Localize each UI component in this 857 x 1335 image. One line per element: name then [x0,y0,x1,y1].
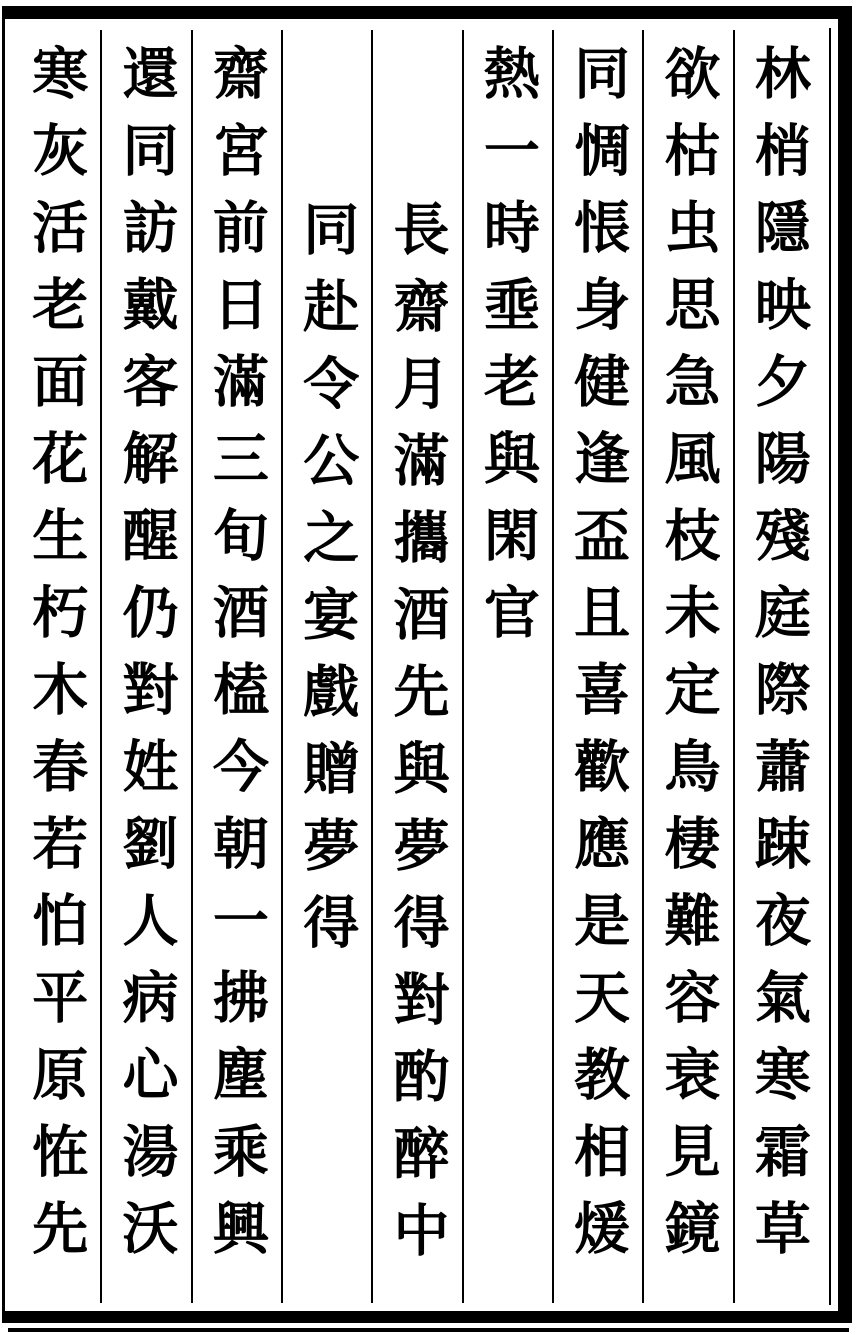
column-1-text: 林梢隱映夕陽殘庭際蕭踈夜氣寒霜草 [745,44,812,1276]
text-column-6-poem-title-continued [283,30,373,1303]
text-column-9 [12,30,102,1303]
text-column-8 [102,30,192,1303]
column-3-text: 同惆悵身健逢盃且喜歡應是天教相煖 [565,44,632,1276]
text-column-2 [644,30,734,1303]
text-column-1 [735,30,823,1303]
column-9-text: 寒灰活老面花生朽木春若怕平原恠先 [23,44,90,1276]
text-column-4 [464,30,554,1303]
column-7-text: 齋宮前日滿三旬酒榼今朝一拂塵乘興 [203,44,270,1276]
column-8-text: 還同訪戴客解醒仍對姓劉人病心湯沃 [113,44,180,1276]
column-4-text: 熱一時埀老與閑官 [474,44,541,660]
text-column-7 [193,30,283,1303]
text-column-3 [554,30,644,1303]
inner-right-rule [829,28,831,1305]
text-columns [12,30,823,1303]
column-2-text: 欲枯虫思急風枝未定鳥棲難容衰見鏡 [655,44,722,1276]
bottom-second-rule [8,1328,849,1332]
column-6-text: 同赴令公之宴戲贈夢得 [294,200,361,970]
text-column-5-poem-title [373,30,463,1303]
column-5-text: 長齋月滿攜酒先與夢得對酌醉中 [384,200,451,1278]
